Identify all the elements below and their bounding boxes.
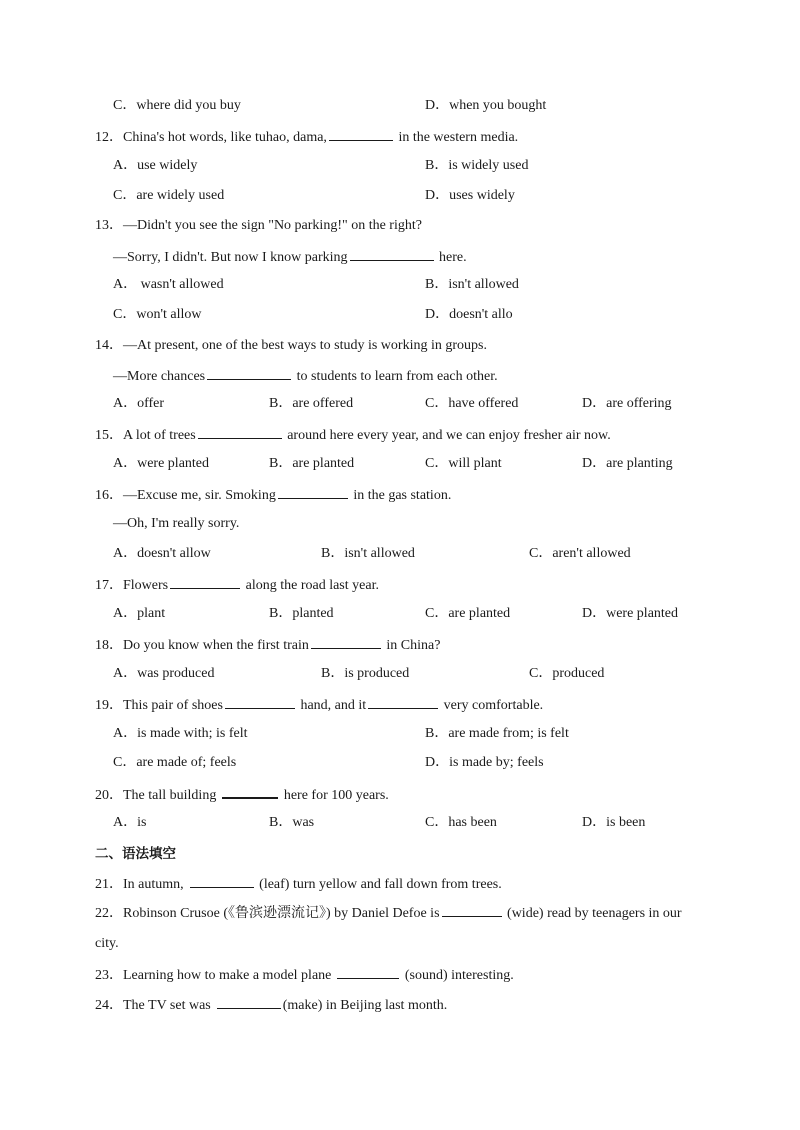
q18-option-b: B．is produced [321, 666, 410, 681]
q22-stem-line2: city. [95, 936, 119, 951]
q13-stem-line2 [113, 246, 467, 268]
q14-line2-part1: —More chances [113, 369, 206, 384]
q20-stem-part1: 20．The tall building [95, 788, 217, 803]
q20-blank [222, 783, 278, 799]
q17-blank [170, 574, 240, 589]
q15-option-d: D．are planting [582, 456, 673, 471]
q15-stem-part2: around here every year, and we can enjoy fresher air now. [283, 428, 611, 443]
q15-option-a: A．were planted [113, 456, 210, 471]
q21-stem [95, 873, 502, 895]
q12-option-d: D．uses widely [425, 188, 515, 203]
q19-option-a: A．is made with; is felt [113, 726, 248, 741]
q18-option-a: A．was produced [113, 666, 215, 681]
q14-option-c: C．have offered [425, 396, 519, 411]
q13-option-c: C．won't allow [113, 307, 202, 322]
q14-option-a: A．offer [113, 396, 165, 411]
q13-line2-part1: —Sorry, I didn't. But now I know parking [113, 250, 348, 265]
q19-stem [95, 694, 543, 716]
q16-option-b: B．isn't allowed [321, 546, 415, 561]
q20-option-a: A．is [113, 815, 147, 830]
q12-stem-part1: 12．China's hot words, like tuhao, dama, [95, 130, 327, 145]
q13-blank [350, 246, 434, 261]
q24-stem-part1: 24．The TV set was [95, 998, 211, 1013]
q17-option-d: D．were planted [582, 606, 679, 621]
q17-stem-part2: along the road last year. [242, 578, 379, 593]
q19-option-d: D．is made by; feels [425, 755, 544, 770]
q23-stem-part2: (sound) interesting. [401, 968, 514, 983]
q18-stem-part1: 18．Do you know when the first train [95, 638, 309, 653]
q21-blank [190, 873, 254, 888]
q18-blank [311, 634, 381, 649]
q14-option-b: B．are offered [269, 396, 354, 411]
q15-blank [198, 424, 282, 439]
q12-option-a: A．use widely [113, 158, 198, 173]
q17-stem-part1: 17．Flowers [95, 578, 169, 593]
q18-stem [95, 634, 440, 656]
q18-stem-part2: in China? [382, 638, 441, 653]
q12-option-c: C．are widely used [113, 188, 225, 203]
q16-option-a: A．doesn't allow [113, 546, 211, 561]
q20-stem-part2: here for 100 years. [280, 788, 389, 803]
q17-option-b: B．planted [269, 606, 334, 621]
q22-stem-part1: 22．Robinson Crusoe (《鲁滨逊漂流记》) by Daniel Defoe is [95, 906, 440, 921]
q15-stem-part1: 15．A lot of trees [95, 428, 196, 443]
q16-line1-part1: 16．—Excuse me, sir. Smoking [95, 488, 276, 503]
q24-stem [95, 994, 447, 1016]
q19-blank-2 [368, 694, 438, 709]
q14-stem-line2 [113, 365, 498, 387]
q17-option-a: A．plant [113, 606, 166, 621]
q19-stem-part2: hand, and it [296, 698, 367, 713]
q24-blank [217, 994, 281, 1009]
q13-option-d: D．doesn't allo [425, 307, 513, 322]
q16-line1-part2: in the gas station. [349, 488, 452, 503]
q22-blank [442, 902, 502, 917]
q16-stem-line2: —Oh, I'm really sorry. [113, 516, 240, 531]
q23-blank [337, 964, 399, 979]
q19-option-b: B．are made from; is felt [425, 726, 569, 741]
q13-line2-part2: here. [435, 250, 467, 265]
q16-option-c: C．aren't allowed [529, 546, 631, 561]
q12-option-b: B．is widely used [425, 158, 529, 173]
q12-stem [95, 126, 518, 148]
q20-option-d: D．is been [582, 815, 646, 830]
q13-option-b: B．isn't allowed [425, 277, 519, 292]
q11-option-d: D．when you bought [425, 98, 547, 113]
q19-option-c: C．are made of; feels [113, 755, 237, 770]
q14-blank [207, 365, 291, 380]
q24-stem-part2: (make) in Beijing last month. [282, 998, 448, 1013]
q20-stem [95, 783, 389, 806]
q13-option-a: A． wasn't allowed [113, 277, 224, 292]
q14-stem-line1: 14．—At present, one of the best ways to study is working in groups. [95, 338, 487, 353]
q16-stem-line1 [95, 484, 451, 506]
q20-option-c: C．has been [425, 815, 497, 830]
q17-option-c: C．are planted [425, 606, 511, 621]
q19-blank-1 [225, 694, 295, 709]
q22-stem-line1 [95, 902, 682, 924]
q19-stem-part3: very comfortable. [440, 698, 544, 713]
q18-option-c: C．produced [529, 666, 605, 681]
q17-stem [95, 574, 379, 596]
q15-stem [95, 424, 611, 446]
q11-option-c: C．where did you buy [113, 98, 241, 113]
q23-stem [95, 964, 514, 986]
q23-stem-part1: 23．Learning how to make a model plane [95, 968, 332, 983]
q19-stem-part1: 19．This pair of shoes [95, 698, 223, 713]
q21-stem-part2: (leaf) turn yellow and fall down from trees. [255, 877, 502, 892]
q12-stem-part2: in the western media. [394, 130, 519, 145]
q15-option-c: C．will plant [425, 456, 502, 471]
q14-line2-part2: to students to learn from each other. [293, 369, 498, 384]
q15-option-b: B．are planted [269, 456, 355, 471]
q16-blank [278, 484, 348, 499]
q21-stem-part1: 21．In autumn, [95, 877, 184, 892]
q12-blank [329, 126, 393, 141]
section-heading: 二、语法填空 [95, 846, 176, 862]
q14-option-d: D．are offering [582, 396, 672, 411]
q20-option-b: B．was [269, 815, 315, 830]
q22-stem-part2: (wide) read by teenagers in our [503, 906, 682, 921]
q13-stem-line1: 13．—Didn't you see the sign "No parking!" on the right? [95, 218, 422, 233]
